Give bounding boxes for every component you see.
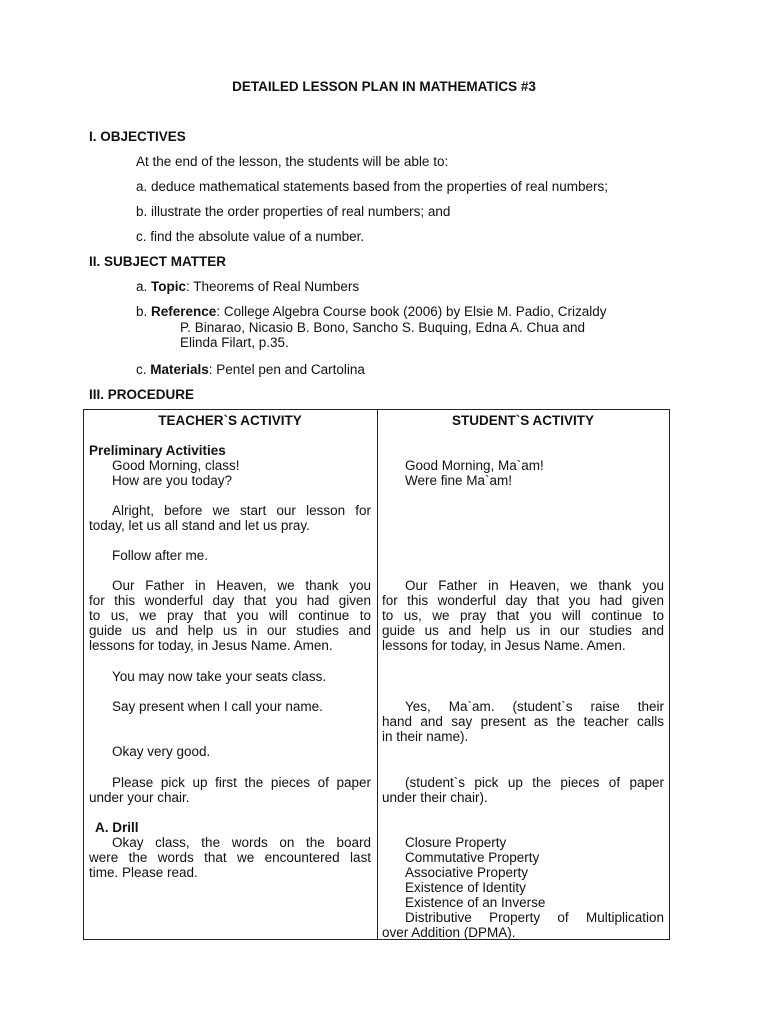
teacher-column (89, 410, 371, 939)
materials-value: : Pentel pen and Cartolina (208, 362, 365, 377)
teacher-say-present: Say present when I call your name. (112, 699, 323, 714)
student-prayer (382, 578, 664, 653)
objective-item: a. deduce mathematical statements based from the properties of real numbers; (136, 179, 608, 194)
objectives-heading: I. OBJECTIVES (89, 129, 186, 144)
drill-heading: A. Drill (95, 820, 139, 835)
text-line: (student`s pick up the pieces of paper (405, 775, 664, 790)
text-line: hand and say present as the teacher calls (382, 714, 664, 729)
text-line: lessons for today, in Jesus Name. Amen. (382, 638, 626, 653)
objective-item: b. illustrate the order properties of real numbers; and (136, 204, 451, 219)
topic-line (136, 279, 359, 294)
teacher-prayer (89, 578, 371, 653)
teacher-pray-instruction (89, 503, 371, 533)
student-present-response (382, 699, 664, 744)
drill-item: Commutative Property (405, 850, 540, 865)
text-line: Yes, Ma`am. (student`s raise their (405, 699, 664, 714)
topic-label: Topic (151, 279, 187, 294)
reference-prefix: b. (136, 304, 152, 319)
text-line: under your chair. (89, 790, 190, 805)
drill-item: Closure Property (405, 835, 507, 850)
text-line: guide us and help us in our studies and (382, 623, 664, 638)
subject-matter-heading: II. SUBJECT MATTER (89, 254, 227, 269)
text-line: Our Father in Heaven, we thank you (405, 578, 664, 593)
procedure-heading: III. PROCEDURE (89, 387, 195, 402)
topic-prefix: a. (136, 279, 152, 294)
text-line: for this wonderful day that you had given (382, 593, 664, 608)
text-line: today, let us all stand and let us pray. (89, 518, 310, 533)
reference-line-3: Elinda Filart, p.35. (180, 335, 289, 350)
procedure-table (83, 409, 670, 940)
materials-prefix: c. (136, 362, 151, 377)
teacher-okay: Okay very good. (112, 744, 211, 759)
text-line: in their name). (382, 729, 469, 744)
reference-text: : College Algebra Course book (2006) by Elsie M. Padio, Crizaldy (216, 304, 607, 319)
materials-label: Materials (150, 362, 209, 377)
teacher-drill-instruction (89, 835, 371, 880)
column-divider (377, 410, 378, 939)
student-fine: Were fine Ma`am! (405, 473, 513, 488)
text-line: to us, we pray that you will continue to (382, 608, 664, 623)
text-line: for this wonderful day that you had given (89, 593, 371, 608)
teacher-take-seats: You may now take your seats class. (112, 669, 327, 684)
objectives-intro: At the end of the lesson, the students will be able to: (136, 154, 449, 169)
text-line: Distributive Property of Multiplication (405, 910, 664, 925)
teacher-how-are-you: How are you today? (112, 473, 233, 488)
topic-value: : Theorems of Real Numbers (186, 279, 360, 294)
reference-label: Reference (151, 304, 217, 319)
reference-line-2: P. Binarao, Nicasio B. Bono, Sancho S. Buquing, Edna A. Chua and (180, 320, 586, 335)
student-activity-header: STUDENT`S ACTIVITY (451, 413, 594, 428)
teacher-greeting: Good Morning, class! (112, 458, 240, 473)
text-line: over Addition (DPMA). (382, 925, 516, 940)
text-line: were the words that we encountered last (89, 850, 371, 865)
drill-item: Existence of an Inverse (405, 895, 546, 910)
materials-line (136, 362, 365, 377)
text-line: guide us and help us in our studies and (89, 623, 371, 638)
text-line: Alright, before we start our lesson for (112, 503, 371, 518)
drill-item-dpma (382, 910, 664, 940)
student-pick-paper (382, 775, 664, 805)
drill-item: Associative Property (405, 865, 529, 880)
student-greeting: Good Morning, Ma`am! (405, 458, 544, 473)
text-line: Okay class, the words on the board (112, 835, 371, 850)
text-line: time. Please read. (89, 865, 198, 880)
page-title: DETAILED LESSON PLAN IN MATHEMATICS #3 (232, 79, 536, 94)
teacher-activity-header: TEACHER`S ACTIVITY (158, 413, 302, 428)
drill-item: Existence of Identity (405, 880, 526, 895)
text-line: under their chair). (382, 790, 488, 805)
preliminary-heading: Preliminary Activities (89, 443, 226, 458)
teacher-follow: Follow after me. (112, 548, 209, 563)
text-line: Our Father in Heaven, we thank you (112, 578, 371, 593)
student-column (382, 410, 664, 939)
teacher-pick-paper (89, 775, 371, 805)
text-line: to us, we pray that you will continue to (89, 608, 371, 623)
text-line: Please pick up first the pieces of paper (112, 775, 371, 790)
objective-item: c. find the absolute value of a number. (136, 229, 365, 244)
reference-line (136, 304, 607, 319)
text-line: lessons for today, in Jesus Name. Amen. (89, 638, 333, 653)
